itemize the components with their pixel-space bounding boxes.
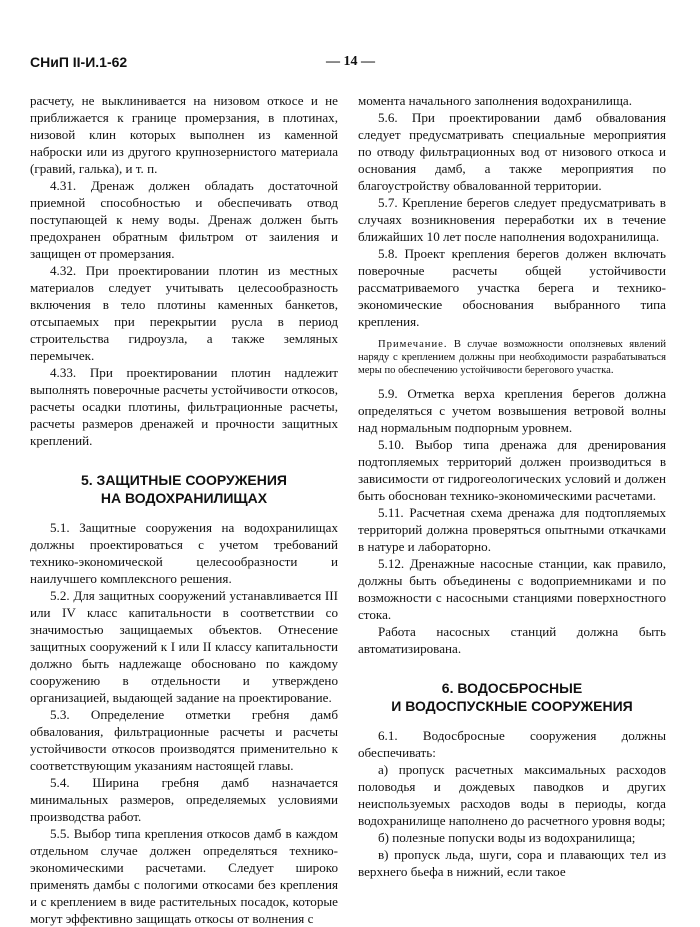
right-column (358, 92, 666, 880)
paragraph-6-1-c: в) пропуск льда, шуги, сора и плавающих тел из верхнего бьефа в нижний, если такое (358, 847, 666, 879)
paragraph-5-8: 5.8. Проект крепления берегов должен включать поверочные расчеты общей устойчивости рассматриваемого участка берега и технико-экономические обоснования выбранного типа крепления. (358, 246, 666, 329)
section-6-heading (358, 679, 666, 715)
note-text: В случае возможности оползневых явлений наряду с креплением должны при необходимости разрабатываться меры по обеспечению устойчивости берегового участка. (358, 339, 666, 376)
paragraph-continuation: расчету, не выклинивается на низовом откосе и не приближается к границе промерзания, в плотинах, низовой клин которых выполнен из каменной наброски или из другого крупнозернистого материала (гравий, галька), и т. п. (30, 93, 338, 176)
note (358, 338, 666, 377)
paragraph-5-4: 5.4. Ширина гребня дамб назначается минимальных размеров, определяемых условиями производства работ. (30, 775, 338, 824)
paragraph-5-1: 5.1. Защитные сооружения на водохранилищах должны проектироваться с учетом требований технико-экономической целесообразности и наилучшего комплексного решения. (30, 520, 338, 586)
paragraph-6-1: 6.1. Водосбросные сооружения должны обеспечивать: (358, 728, 666, 760)
section-5-heading-line2: НА ВОДОХРАНИЛИЩАХ (100, 490, 268, 506)
page-number: — 14 — (326, 54, 375, 69)
paragraph-continuation-right: момента начального заполнения водохранилища. (358, 93, 633, 108)
note-label: Примечание. (378, 339, 448, 350)
paragraph-5-5: 5.5. Выбор типа крепления откосов дамб в каждом отдельном случае должен определяться технико-экономическими расчетами. Следует широко применять дамбы с пологими откосами без крепления и с креплением в виде растительных посадок, которые могут эффективно защищать откосы от волнения с (30, 826, 338, 926)
paragraph-5-12: 5.12. Дренажные насосные станции, как правило, должны быть объединены с водоприемниками и по возможности с насосными станциями поверхностного стока. (358, 556, 666, 622)
paragraph-6-1-a: а) пропуск расчетных максимальных расходов половодья и дождевых паводков и других неиспользуемых расходов воды в периоды, когда водохранилище наполнено до расчетного уровня воды; (358, 762, 666, 828)
section-5-heading-line1: 5. ЗАЩИТНЫЕ СООРУЖЕНИЯ (80, 472, 287, 488)
page-header (30, 52, 670, 74)
document-code: СНиП II-И.1-62 (30, 54, 128, 70)
paragraph-4-31: 4.31. Дренаж должен обладать достаточной приемной способностью и обеспечивать отвод поступающей к нему воды. Дренаж должен быть предохранен обратным фильтром от заиления и защищен от промерзания. (30, 178, 338, 261)
section-5-heading (30, 471, 338, 507)
paragraph-5-6: 5.6. При проектировании дамб обвалования следует предусматривать специальные мероприятия по отводу фильтрационных вод от низового откоса и основания дамб, а также мероприятия по благоустройству обвалованной территории. (358, 110, 666, 193)
left-column (30, 92, 338, 927)
paragraph-5-10: 5.10. Выбор типа дренажа для дренирования подтопляемых территорий должен производиться в зависимости от гидрогеологических условий и должен быть обоснован технико-экономическими расчетами. (358, 437, 666, 503)
paragraph-5-3: 5.3. Определение отметки гребня дамб обвалования, фильтрационные расчеты и расчеты устойчивости откосов производятся применительно к соответствующим указаниям настоящей главы. (30, 707, 338, 773)
paragraph-pump-automation: Работа насосных станций должна быть автоматизирована. (358, 624, 666, 656)
paragraph-5-7: 5.7. Крепление берегов следует предусматривать в случаях возникновения переработки их в течение ближайших 10 лет после наполнения водохранилища. (358, 195, 666, 244)
paragraph-4-32: 4.32. При проектировании плотин из местных материалов следует учитывать целесообразность включения в тело плотины каменных банкетов, отсыпаемых при перекрытии русла в период строительства гидроузла, а также земляных перемычек. (30, 263, 338, 363)
paragraph-5-11: 5.11. Расчетная схема дренажа для подтопляемых территорий должна проверяться опытными откачками в натуре и лабораторно. (358, 505, 666, 554)
section-6-heading-line1: 6. ВОДОСБРОСНЫЕ (441, 680, 583, 696)
paragraph-5-9: 5.9. Отметка верха крепления берегов должна определяться с учетом возвышения ветровой волны над нормальным подпорным уровнем. (358, 386, 666, 435)
paragraph-4-33: 4.33. При проектировании плотин надлежит выполнять поверочные расчеты устойчивости откосов, расчеты осадки плотины, фильтрационные расчеты, расчеты размеров дренажей и прочности защитных креплений. (30, 365, 338, 448)
section-6-heading-line2: И ВОДОСПУСКНЫЕ СООРУЖЕНИЯ (391, 698, 633, 714)
paragraph-6-1-b: б) полезные попуски воды из водохранилища; (378, 830, 636, 845)
paragraph-5-2: 5.2. Для защитных сооружений устанавливается III или IV класс капитальности в соответствии со значимостью защищаемых объектов. Отнесение защитных сооружений к I или II классу капитальности должно быть надлежаще обосновано по каждому сооружению в отдельности и утверждено организацией, выдающей задание на проектирование. (30, 588, 338, 705)
